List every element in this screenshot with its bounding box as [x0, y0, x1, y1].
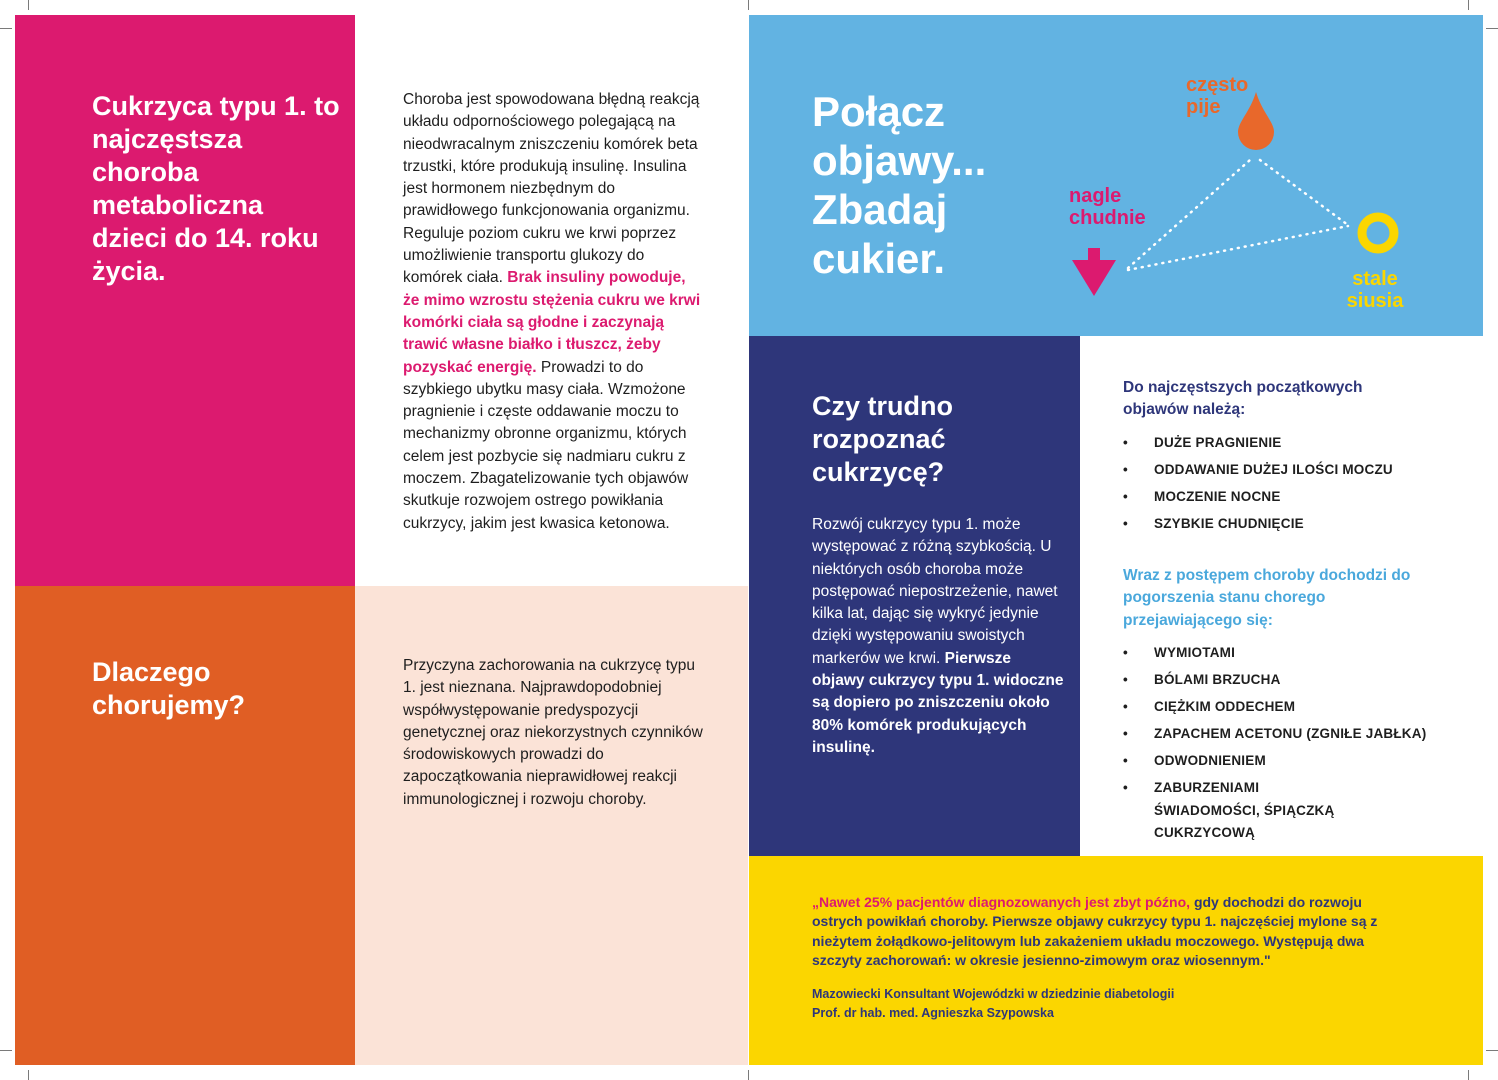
- quote-author: [812, 985, 1412, 1022]
- list-item: • BÓLAMI BRZUCHA: [1123, 669, 1453, 692]
- crop-mark: [0, 1050, 12, 1051]
- author-title: Mazowiecki Konsultant Wojewódzki w dziedzinie diabetologii: [812, 987, 1175, 1001]
- initial-symptoms-title: Do najczęstszych początkowych objawów należą:: [1123, 379, 1363, 419]
- progress-symptoms-list: [1123, 642, 1453, 850]
- label-drinks-often: często pije: [1186, 74, 1249, 118]
- label-urinates-constantly: stale siusia: [1346, 268, 1404, 312]
- crop-mark: [28, 0, 29, 10]
- crop-mark: [1468, 1070, 1469, 1080]
- down-arrow-icon: [1072, 248, 1116, 296]
- crop-mark: [1486, 1050, 1498, 1051]
- why-body-text: Przyczyna zachorowania na cukrzycę typu 1. jest nieznana. Najprawdopodobniej współwystępowanie predyspozycji genetycznej oraz niekorzystnych czynników środowiskowych prowadzi do zapoczątkowania nieprawidłowej reakcji immunologicznej i rozwoju choroby.: [403, 657, 703, 808]
- intro-text-highlight: Brak insuliny powoduje, że mimo wzrostu stężenia cukru we krwi komórki ciała są głodne i zaczynają trawić własne białko i tłuszcz, żeby pozyskać energię.: [403, 269, 701, 376]
- intro-body-text: [403, 89, 703, 535]
- list-item: • WYMIOTAMI: [1123, 642, 1453, 665]
- list-item: • ODWODNIENIEM: [1123, 750, 1453, 773]
- connect-symptoms-heading: Połącz objawy... Zbadaj cukier.: [812, 88, 987, 282]
- main-heading: Cukrzyca typu 1. to najczęstsza choroba metaboliczna dzieci do 14. roku życia.: [92, 91, 340, 286]
- crop-mark: [1468, 0, 1469, 10]
- initial-symptoms-list: [1123, 432, 1443, 540]
- quote-text: gdy dochodzi do rozwoju ostrych powikłań choroby. Pierwsze objawy cukrzycy typu 1. najczęściej mylone są z nieżytem żołądkowo-jelitowym lub zakażeniem układu moczowego. Występują dwa szczyty zachorowań: w okresie jesienno-zimowym oraz wiosennym.": [812, 894, 1378, 969]
- crop-mark: [748, 1070, 749, 1080]
- author-name: Prof. dr hab. med. Agnieszka Szypowska: [812, 1005, 1054, 1020]
- progress-symptoms-title: Wraz z postępem choroby dochodzi do pogorszenia stanu chorego przejawiającego się:: [1123, 567, 1411, 629]
- dotted-line: [1260, 160, 1348, 225]
- list-item: • MOCZENIE NOCNE: [1123, 486, 1443, 509]
- recognize-text: Rozwój cukrzycy typu 1. może występować z różną szybkością. U niektórych osób choroba może postępować niepostrzeżenie, nawet kilka lat, dając się wykryć jedynie dzięki występowaniu swoistych markerów we krwi.: [812, 516, 1058, 667]
- quote-highlight: „Nawet 25% pacjentów diagnozowanych jest zbyt późno,: [812, 894, 1191, 910]
- crop-mark: [28, 1070, 29, 1080]
- why-heading: Dlaczego chorujemy?: [92, 657, 246, 720]
- dotted-line: [1128, 226, 1348, 270]
- intro-text-part2: Prowadzi to do szybkiego ubytku masy ciała. Wzmożone pragnienie i częste oddawanie moczu to mechanizmy obronne organizmu, których celem jest pozbycie się nadmiaru cukru z moczem. Zbagatelizowanie tych objawów skutkuje rozwojem ostrego powikłania cukrzycy, jakim jest kwasica ketonowa.: [403, 358, 689, 532]
- list-item: • ODDAWANIE DUŻEJ ILOŚCI MOCZU: [1123, 459, 1443, 482]
- list-item: • ZAPACHEM ACETONU (ZGNIŁE JABŁKA): [1123, 723, 1453, 746]
- list-item: • DUŻE PRAGNIENIE: [1123, 432, 1443, 455]
- recognize-body-text: [812, 514, 1067, 759]
- list-item: • CIĘŻKIM ODDECHEM: [1123, 696, 1453, 719]
- recognize-heading: Czy trudno rozpoznać cukrzycę?: [812, 391, 953, 487]
- list-item: • ZABURZENIAMI ŚWIADOMOŚCI, ŚPIĄCZKĄ CUKRZYCOWĄ: [1123, 777, 1363, 845]
- label-sudden-weight-loss: nagle chudnie: [1069, 185, 1146, 229]
- crop-mark: [1486, 28, 1498, 29]
- recognize-text-strong: Pierwsze objawy cukrzycy typu 1. widoczne są dopiero po zniszczeniu około 80% komórek produkujących insulinę.: [812, 649, 1064, 756]
- list-item: • SZYBKIE CHUDNIĘCIE: [1123, 513, 1443, 536]
- intro-text-part1: Choroba jest spowodowana błędną reakcją układu odpornościowego polegającą na nieodwracalnym zniszczeniu komórek beta trzustki, które produkują insulinę. Insulina jest hormonem niezbędnym do prawidłowego funkcjonowania organizmu. Reguluje poziom cukru we krwi poprzez umożliwienie transportu glukozy do komórek ciała.: [403, 91, 700, 287]
- crop-mark: [748, 0, 749, 10]
- ring-icon: [1362, 217, 1394, 249]
- crop-mark: [0, 28, 12, 29]
- expert-quote: [812, 893, 1412, 971]
